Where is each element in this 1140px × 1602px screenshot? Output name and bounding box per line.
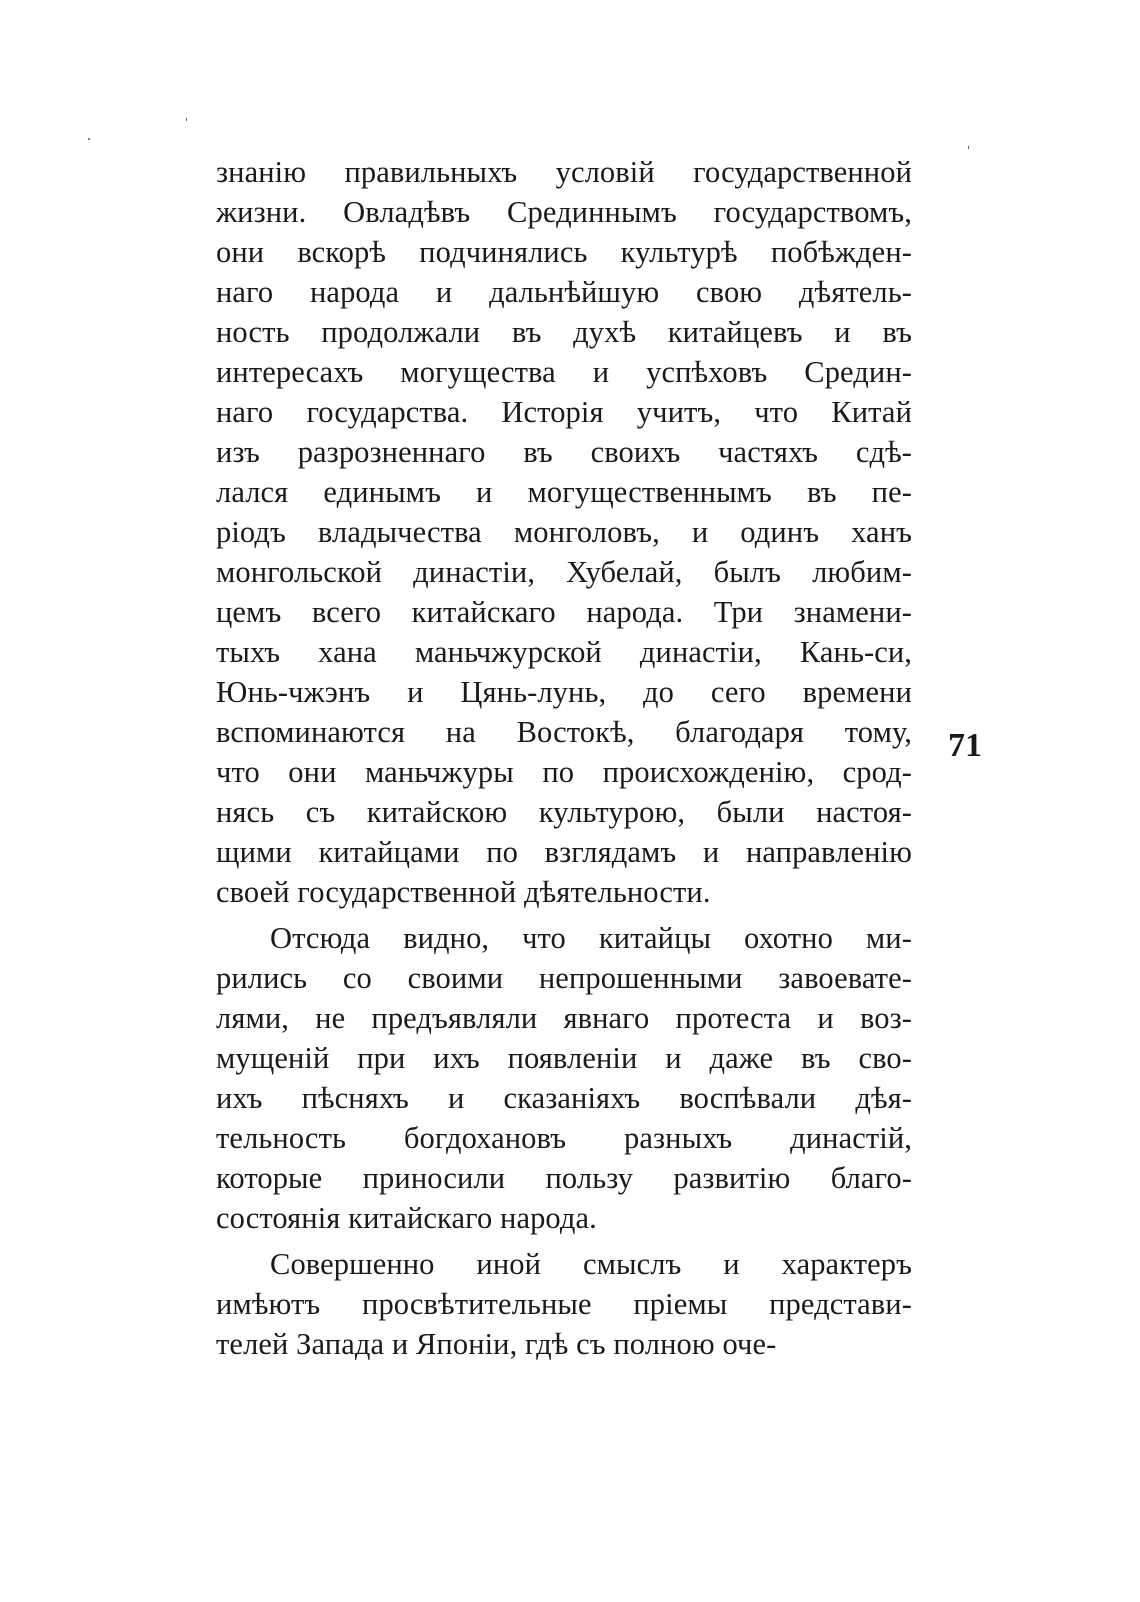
- text-line: вспоминаются на Востокѣ, благодаря тому,: [216, 715, 912, 749]
- text-line: тыхъ хана маньчжурской династіи, Кань-си,: [216, 635, 912, 669]
- text-line: Совершенно иной смыслъ и характеръ: [270, 1247, 912, 1281]
- text-line: состоянія китайскаго народа.: [216, 1201, 597, 1235]
- text-line: наго народа и дальнѣйшую свою дѣятель-: [216, 275, 912, 309]
- text-line: лался единымъ и могущественнымъ въ пе-: [216, 475, 912, 509]
- paragraph: [216, 152, 912, 912]
- text-line: наго государства. Исторія учитъ, что Китай: [216, 395, 912, 429]
- paragraph: [216, 918, 912, 1238]
- text-line: ріодъ владычества монголовъ, и одинъ ханъ: [216, 515, 912, 549]
- text-line: что они маньчжуры по происхожденію, срод-: [216, 755, 912, 789]
- text-line: ность продолжали въ духѣ китайцевъ и въ: [216, 315, 912, 349]
- body-text: [216, 152, 912, 1364]
- text-line: изъ разрозненнаго въ своихъ частяхъ сдѣ-: [216, 435, 912, 469]
- print-speck: [88, 138, 90, 140]
- text-line: Юнь-чжэнъ и Цянь-лунь, до сего времени: [216, 675, 912, 709]
- text-line: они вскорѣ подчинялись культурѣ побѣжден-: [216, 235, 912, 269]
- text-line: мущеній при ихъ появленіи и даже въ сво-: [216, 1041, 912, 1075]
- text-line: цемъ всего китайскаго народа. Три знамени-: [216, 595, 912, 629]
- text-line: ихъ пѣсняхъ и сказаніяхъ воспѣвали дѣя-: [216, 1081, 912, 1115]
- text-line: своей государственной дѣятельности.: [216, 875, 711, 909]
- text-line: нясь съ китайскою культурою, были настоя-: [216, 795, 912, 829]
- text-line: щими китайцами по взглядамъ и направленію: [216, 835, 912, 869]
- text-line: тельность богдохановъ разныхъ династій,: [216, 1121, 912, 1155]
- text-line: лями, не предъявляли явнаго протеста и воз-: [216, 1001, 912, 1035]
- text-line: знанію правильныхъ условій государственной: [216, 155, 912, 189]
- text-line: телей Запада и Японіи, гдѣ съ полною оче-: [216, 1327, 777, 1361]
- text-line: жизни. Овладѣвъ Срединнымъ государствомъ,: [216, 195, 912, 229]
- paragraph: [216, 1244, 912, 1364]
- text-line: интересахъ могущества и успѣховъ Средин-: [216, 355, 912, 389]
- text-line: имѣютъ просвѣтительные пріемы представи-: [216, 1287, 912, 1321]
- text-line: которые приносили пользу развитію благо-: [216, 1161, 912, 1195]
- print-speck: [186, 118, 187, 121]
- text-line: монгольской династіи, Хубелай, былъ любим-: [216, 555, 912, 589]
- print-speck: [968, 146, 969, 149]
- page-number: 71: [948, 727, 982, 764]
- text-line: рились со своими непрошенными завоевате-: [216, 961, 912, 995]
- text-line: Отсюда видно, что китайцы охотно ми-: [270, 921, 912, 955]
